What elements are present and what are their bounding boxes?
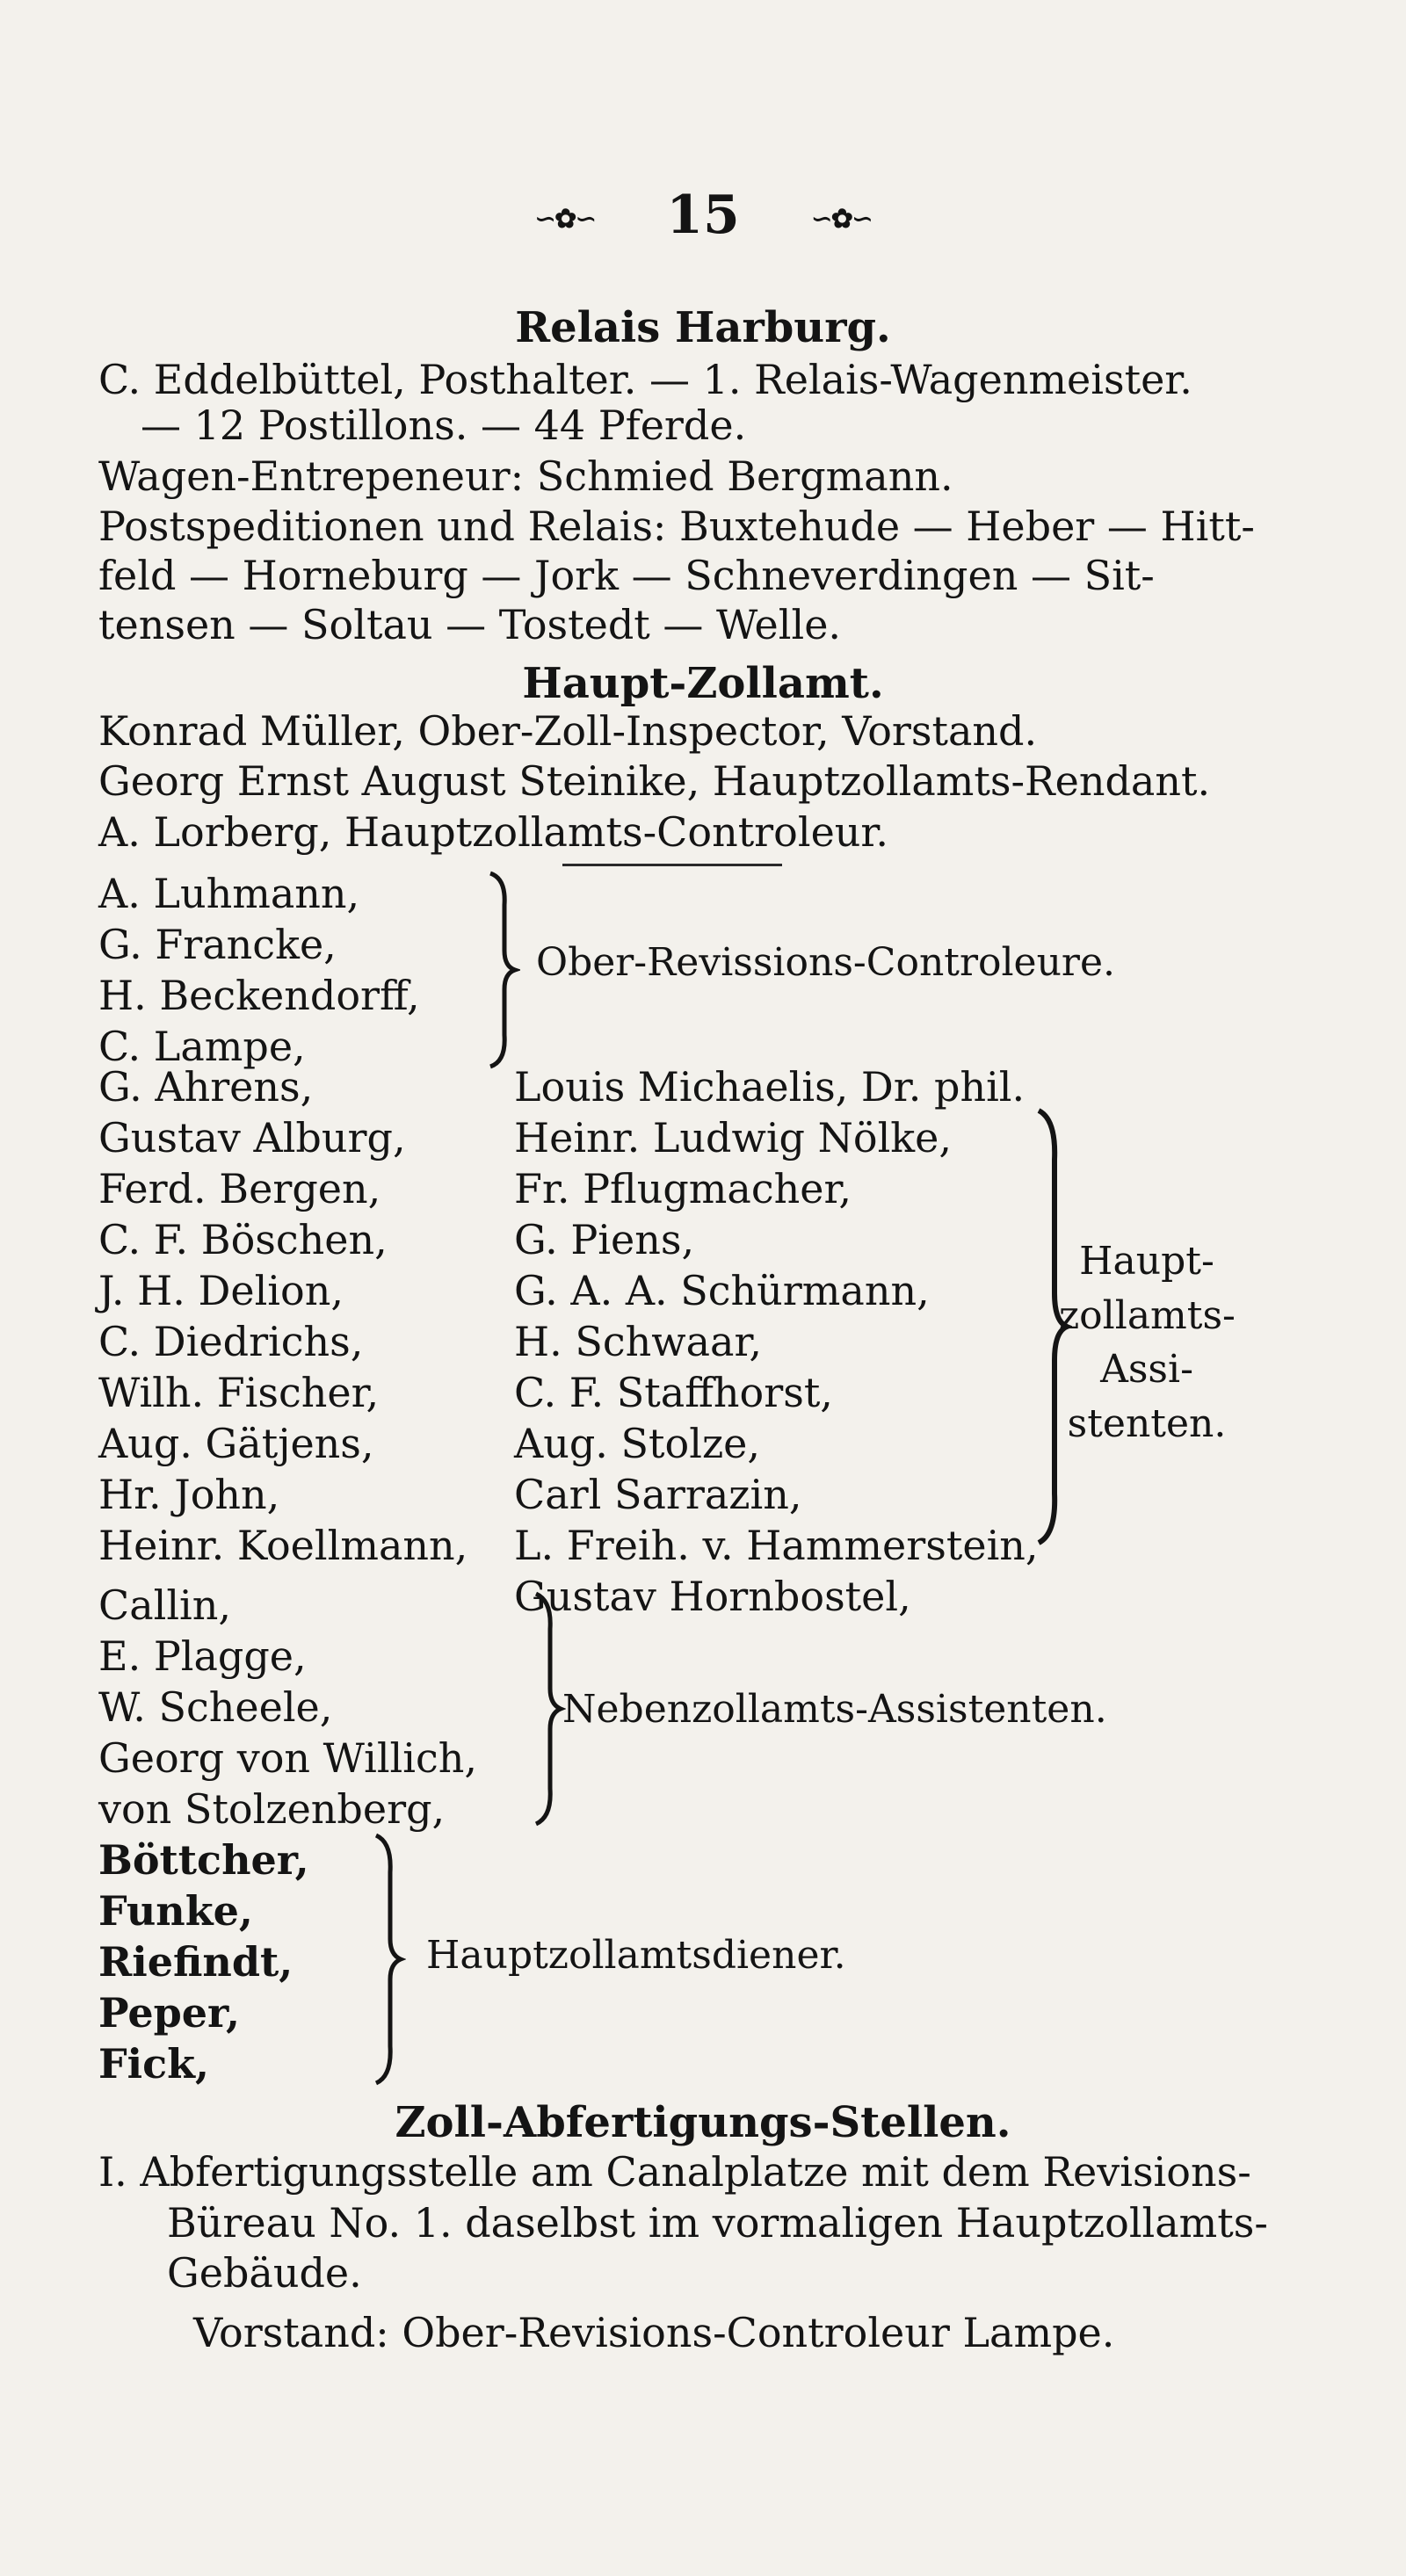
relais-line: — 12 Postillons. — 44 Pferde. [141, 402, 747, 449]
vorstand-line: Vorstand: Ober-Revisions-Controleur Lampe. [193, 2309, 1115, 2356]
list-item: Wilh. Fischer, [98, 1369, 380, 1416]
list-item: Riefindt, [98, 1938, 294, 1986]
list-item: E. Plagge, [98, 1632, 307, 1680]
relais-line: feld — Horneburg — Jork — Schneverdingen — Sit- [98, 552, 1155, 599]
label-line: stenten. [1067, 1400, 1227, 1446]
official-line: Georg Ernst August Steinike, Hauptzollamts-Rendant. [98, 757, 1211, 805]
label-line: Haupt- [1079, 1239, 1214, 1284]
list-item: Böttcher, [98, 1836, 309, 1884]
list-item: A. Luhmann, [98, 870, 360, 917]
list-item: Fr. Pflugmacher, [514, 1165, 852, 1212]
page-header [0, 185, 1406, 246]
list-item: Fick, [98, 2040, 210, 2088]
abfertigung-line: Gebäude. [167, 2249, 362, 2297]
list-item: Callin, [98, 1581, 232, 1629]
abfertigung-heading: Zoll-Abfertigungs-Stellen. [395, 2098, 1011, 2147]
assistenten-label [1059, 1234, 1235, 1451]
list-item: Aug. Gätjens, [98, 1420, 374, 1467]
diener-label: Hauptzollamtsdiener. [426, 1933, 846, 1978]
list-item: Ferd. Bergen, [98, 1165, 381, 1212]
brace-icon [367, 1832, 406, 2087]
revisions-label: Ober-Revissions-Controleure. [536, 940, 1115, 985]
list-item: G. Ahrens, [98, 1063, 314, 1111]
relais-line: Postspeditionen und Relais: Buxtehude — Heber — Hitt- [98, 503, 1255, 550]
relais-heading: Relais Harburg. [515, 303, 891, 352]
list-item: G. A. A. Schürmann, [514, 1267, 930, 1314]
abfertigung-line: Büreau No. 1. daselbst im vormaligen Hauptzollamts- [167, 2199, 1268, 2247]
relais-line: C. Eddelbüttel, Posthalter. — 1. Relais-Wagenmeister. [98, 356, 1192, 403]
list-item: Gustav Hornbostel, [514, 1573, 911, 1620]
list-item: Peper, [98, 1989, 240, 2037]
list-item: L. Freih. v. Hammerstein, [514, 1522, 1039, 1569]
list-item: C. F. Böschen, [98, 1216, 388, 1263]
list-item: Georg von Willich, [98, 1734, 477, 1782]
list-item: Aug. Stolze, [514, 1420, 761, 1467]
list-item: Funke, [98, 1887, 253, 1935]
list-item: Carl Sarrazin, [514, 1471, 802, 1518]
hauptzollamt-heading: Haupt-Zollamt. [522, 659, 884, 708]
page-number: 15 [666, 185, 740, 246]
list-item: C. Lampe, [98, 1023, 306, 1070]
list-item: Louis Michaelis, Dr. phil. [514, 1063, 1026, 1111]
list-item: C. Diedrichs, [98, 1318, 364, 1365]
list-item: G. Francke, [98, 921, 337, 968]
official-line: A. Lorberg, Hauptzollamts-Controleur. [98, 808, 888, 856]
brace-icon [482, 870, 520, 1070]
ornament-right-icon: ∽✿∽ [810, 204, 873, 235]
ornament-left-icon: ∽✿∽ [533, 204, 596, 235]
list-item: Heinr. Ludwig Nölke, [514, 1114, 953, 1161]
relais-line: tensen — Soltau — Tostedt — Welle. [98, 601, 842, 648]
list-item: W. Scheele, [98, 1683, 333, 1731]
official-line: Konrad Müller, Ober-Zoll-Inspector, Vorstand. [98, 707, 1038, 755]
list-item: J. H. Delion, [98, 1267, 344, 1314]
neben-label: Nebenzollamts-Assistenten. [562, 1687, 1107, 1732]
list-item: C. F. Staffhorst, [514, 1369, 833, 1416]
list-item: H. Schwaar, [514, 1318, 763, 1365]
list-item: Heinr. Koellmann, [98, 1522, 468, 1569]
label-line: zollamts- [1059, 1292, 1236, 1338]
separator-rule [562, 864, 782, 866]
list-item: von Stolzenberg, [98, 1785, 446, 1833]
list-item: H. Beckendorff, [98, 972, 420, 1019]
brace-icon [527, 1590, 566, 1827]
relais-line: Wagen-Entrepeneur: Schmied Bergmann. [98, 452, 953, 500]
list-item: Hr. John, [98, 1471, 280, 1518]
abfertigung-line: I. Abfertigungsstelle am Canalplatze mit dem Revisions- [98, 2148, 1251, 2196]
list-item: Gustav Alburg, [98, 1114, 406, 1161]
label-line: Assi- [1100, 1347, 1193, 1393]
list-item: G. Piens, [514, 1216, 695, 1263]
